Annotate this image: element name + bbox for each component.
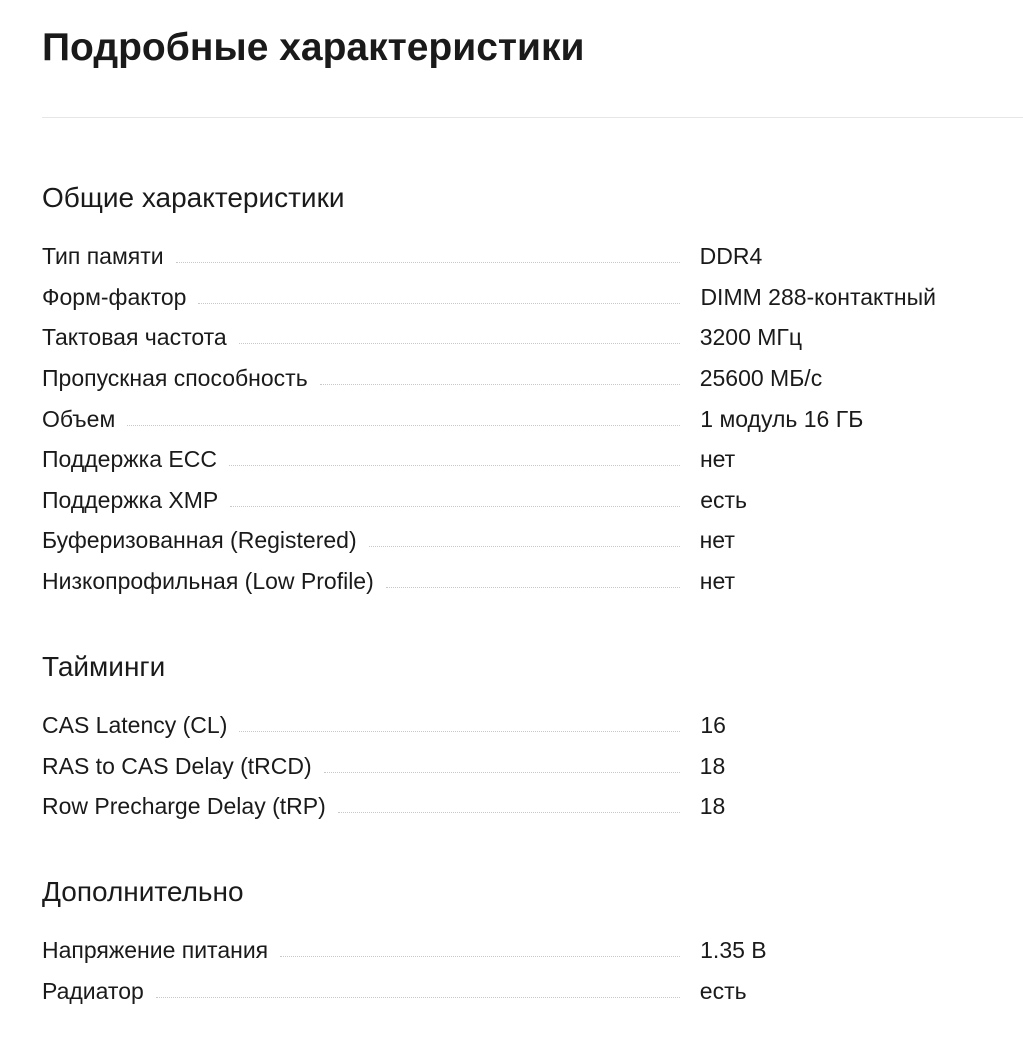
spec-value: 1 модуль 16 ГБ: [700, 405, 864, 432]
spec-value: 25600 МБ/с: [699, 365, 823, 392]
spec-label: Напряжение питания: [42, 937, 269, 964]
spec-value: 3200 МГц: [699, 324, 803, 351]
spec-list: [42, 236, 1002, 601]
spec-value: 1.35 В: [700, 937, 767, 964]
spec-label: Тактовая частота: [42, 324, 227, 351]
spec-value: есть: [699, 977, 747, 1004]
spec-value: 16: [700, 712, 726, 739]
spec-row-cas-latency: [42, 705, 1002, 746]
title-divider: [42, 117, 1023, 118]
spec-list: [42, 930, 1002, 1011]
dotted-leader: [115, 405, 700, 433]
dotted-leader: [218, 486, 700, 514]
spec-value: нет: [699, 568, 736, 595]
dotted-leader: [326, 792, 700, 820]
spec-list: [42, 705, 1002, 827]
section-title: Дополнительно: [42, 876, 244, 907]
spec-row-memory-type: [42, 236, 1002, 277]
section-general: [42, 181, 1002, 601]
spec-row-xmp-support: [42, 480, 1002, 521]
spec-value: DIMM 288-контактный: [700, 283, 936, 310]
spec-value: есть: [700, 486, 748, 513]
dotted-leader: [308, 364, 700, 392]
spec-row-clock-speed: [42, 317, 1002, 358]
spec-label: Поддержка XMP: [42, 486, 219, 513]
section-title: Общие характеристики: [42, 182, 345, 213]
spec-label: Тип памяти: [42, 243, 164, 270]
page-title: Подробные характеристики: [42, 26, 585, 69]
dotted-leader: [312, 752, 700, 780]
spec-value: 18: [699, 752, 726, 779]
spec-label: Row Precharge Delay (tRP): [42, 793, 326, 820]
dotted-leader: [144, 977, 700, 1005]
dotted-leader: [186, 283, 700, 311]
spec-label: Объем: [42, 405, 116, 432]
dotted-leader: [357, 526, 700, 554]
spec-row-voltage: [42, 930, 1002, 971]
spec-value: нет: [699, 446, 736, 473]
spec-row-ras-to-cas-delay: [42, 746, 1002, 787]
spec-label: RAS to CAS Delay (tRCD): [42, 752, 312, 779]
spec-row-registered: [42, 520, 1002, 561]
spec-label: Буферизованная (Registered): [42, 527, 357, 554]
section-additional: [42, 875, 1002, 1011]
spec-row-bandwidth: [42, 358, 1002, 399]
section-title: Тайминги: [42, 651, 166, 682]
spec-row-form-factor: [42, 277, 1002, 318]
spec-row-heatsink: [42, 971, 1002, 1012]
spec-label: Низкопрофильная (Low Profile): [42, 568, 374, 595]
spec-row-low-profile: [42, 561, 1002, 602]
spec-label: Поддержка ECC: [42, 446, 217, 473]
section-timings: [42, 650, 1002, 827]
spec-value: 18: [699, 793, 726, 820]
dotted-leader: [164, 242, 700, 270]
spec-row-ecc-support: [42, 439, 1002, 480]
dotted-leader: [268, 936, 700, 964]
spec-label: Радиатор: [42, 977, 144, 1004]
dotted-leader: [217, 445, 700, 473]
dotted-leader: [227, 711, 700, 739]
spec-value: DDR4: [699, 243, 763, 270]
spec-row-row-precharge-delay: [42, 786, 1002, 827]
spec-value: нет: [699, 527, 735, 554]
dotted-leader: [374, 567, 700, 595]
spec-label: Форм-фактор: [42, 283, 187, 310]
dotted-leader: [227, 323, 700, 351]
spec-label: Пропускная способность: [42, 365, 308, 392]
spec-label: CAS Latency (CL): [42, 712, 228, 739]
spec-row-capacity: [42, 398, 1002, 439]
